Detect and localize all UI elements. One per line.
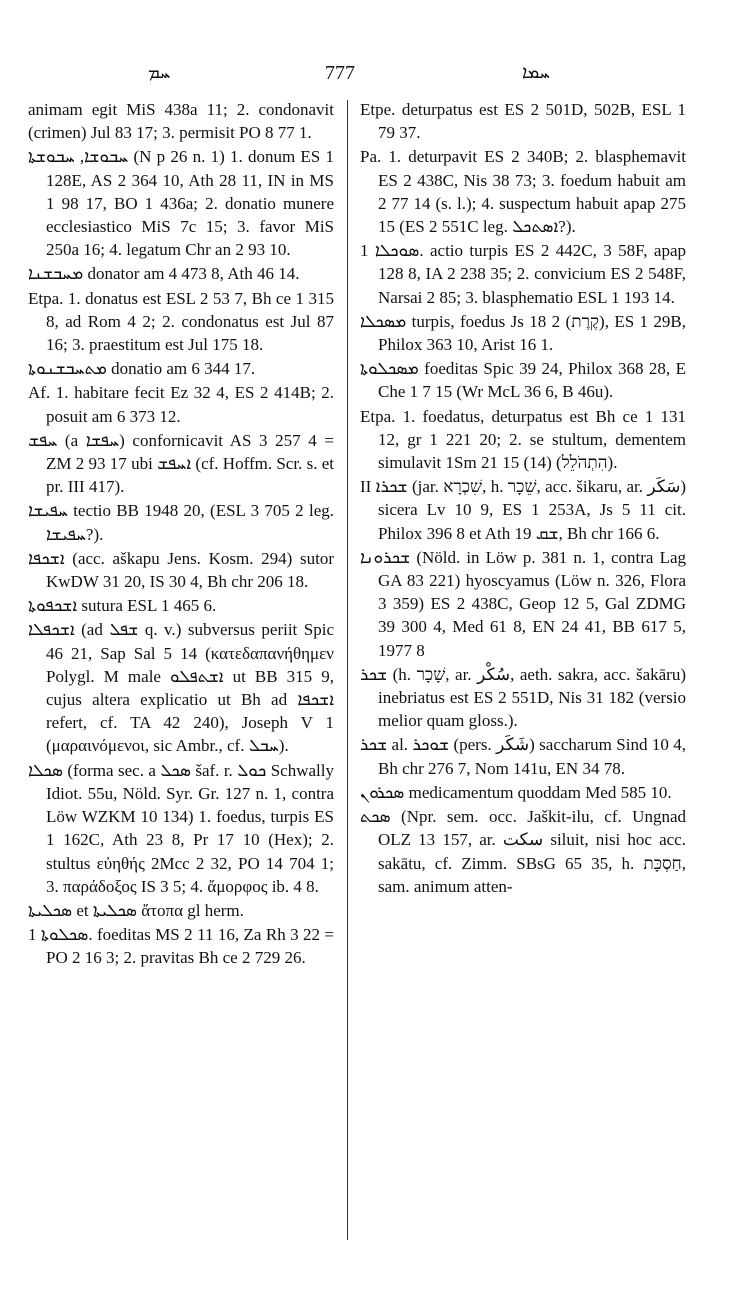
entry-npr-sem: ܣܟܬ (Npr. sem. occ. Jaškit-ilu, cf. Ungnad OLZ 13 157, ar. سكت siluit, nisi hoc acc. sakātu, cf. Zimm. SBsG 65 35, h. חַסְכָּת, sam. animum atten- (360, 807, 686, 896)
entry-actio-turpis: ܣܘܟܠܐ 1. actio turpis ES 2 442C, 3 58F, apap 128 8, IA 2 238 35; 2. convicium ES 2 548F, Narsai 2 85; 3. blasphematio ESL 1 193 14. (360, 241, 687, 307)
entry-sutor: ܐܫܟܦܐ (acc. aškapu Jens. Kosm. 294) sutor KwDW 31 20, IS 30 4, Bh chr 206 18. (28, 548, 334, 592)
entry-donum: ܚܒܘܫܐ, ܚܒܘܫܬܐ (N p 26 n. 1) 1. donum ES 1 128E, AS 2 364 10, Ath 28 11, IN in MS 1 98 17, BO 1 436a; 2. donatio munere ecclesiastico MiS 7c 15; 3. favor MiS 250a 16; 4. legatum Chr an 2 93 10. (28, 147, 334, 260)
entry-turpis-foedus: ܡܣܟܠܐ turpis, foedus Js 18 2 (קֶרֶת), ES 1 29B, Philox 363 10, Arist 16 1. (360, 311, 686, 355)
entry-foeditas: ܣܟܠܘܬܐ 1. foeditas MS 2 11 16, Za Rh 3 22 = PO 2 16 3; 2. pravitas Bh ce 2 729 26. (28, 925, 334, 968)
entry-inebriatus: ܫܟܪ (h. שָׁכָר, ar. سُكْر, aeth. sakra, acc. šakāru) inebriatus est ES 2 551D, Nis 31 182 (versio melior quam gloss.). (360, 664, 686, 731)
entry-hyoscyamus: ܫܟܪܘܢܐ (Nöld. in Löw p. 381 n. 1, contra Lag GA 83 221) hyoscyamus (Löw n. 326, Flora 3 359) ES 2 438C, Geop 12 5, Gal ZDMG 39 300 4, Med 61 8, EN 24 41, BB 617 5, 1977 8 (360, 547, 686, 660)
entry-confornicavit: ܚܦܫ (a ܚܦܫܐ) confornicavit AS 3 257 4 = ZM 2 93 17 ubi ܐܚܦܫ (cf. Hoffm. Scr. s. et pr. III 417). (28, 430, 334, 497)
left-column (28, 98, 334, 971)
entry-medicamentum: ܣܟܪܘܢ medicamentum quoddam Med 585 10. (360, 782, 672, 802)
entry-sicera: II ܫܟܪܐ (jar. שִׁכְרָא, h. שֵׁכָר, acc. šikaru, ar. سَكَر) sicera Lv 10 9, ES 1 253A, Js 5 11 cit. Philox 396 8 et Ath ܫܩ 19, Bh chr 166 6. (360, 477, 686, 543)
entry-af-habitare: Af. 1. habitare fecit Ez 32 4, ES 2 414B; 2. posuit am 6 373 12. (28, 383, 334, 426)
entry-etpe-deturpatus: Etpe. deturpatus est ES 2 501D, 502B, ESL 1 79 37. (360, 100, 686, 143)
page-number: 777 (325, 62, 355, 84)
right-column (360, 98, 686, 899)
entry-donatio: ܡܬܚܒܫܢܘܬܐ donatio am 6 344 17. (28, 359, 256, 379)
entry-etpa-donatus: Etpa. 1. donatus est ESL 2 53 7, Bh ce 1 315 8, ad Rom 4 2; 2. condonatus est Jul 87 16; 3. praestitum est Jul 175 18. (28, 288, 334, 355)
header-left-word: ܚܡ (148, 62, 171, 83)
entry-foedus-turpis: ܣܟܠܐ (forma sec. a ܣܟܠ šaf. r. ܟܘܠ Schwally Idiot. 55u, Nöld. Syr. Gr. 127 n. 1, contra Löw WZKM 10 134) 1. foedus, turpis ES 1 162C, Ath 23 8, Pr 17 10 (Hex); 2. stultus εὐηθής 2Mcc 2 32, PO 14 704 1; 3. παράδοξος IS 3 5; 4. ἄμορφος ib. 4 8. (28, 760, 334, 896)
entry-foeditas-right: ܡܣܟܠܘܬܐ foeditas Spic 39 24, Philox 368 28, E Che 1 7 15 (Wr McL 36 6, B 46u). (360, 359, 686, 402)
column-divider (347, 100, 348, 1240)
entry-continuation: animam egit MiS 438a 11; 2. condonavit (crimen) Jul 83 17; 3. permisit PO 8 77 1. (28, 100, 334, 143)
page-header (0, 62, 750, 88)
entry-atopa: ܣܟܠܝܬܐ et ܣܟܠܝܬܐ ἄτοπα gl herm. (28, 900, 244, 920)
entry-pa-deturpavit: Pa. 1. deturpavit ES 2 340B; 2. blasphemavit ES 2 438C, Nis 38 73; 3. foedum habuit am 2 77 14 (s. l.); 4. suspectum habuit apap 275 15 (ES 2 551C leg. ܐܣܬܟܠ?). (360, 147, 686, 237)
entry-etpa-foedatus: Etpa. 1. foedatus, deturpatus est Bh ce 1 131 12, gr 1 221 20; 2. se stultum, dementem simulavit 1Sm 21 15 (14) (הִתְהֹלֵל). (360, 406, 686, 473)
entry-saccharum: ܫܟܪ al. ܫܘܟܪ (pers. شَكَر) saccharum Sind 10 4, Bh chr 276 7, Nom 141u, EN 34 78. (360, 735, 686, 778)
entry-donator: ܡܚܒܫܢܐ donator am 4 473 8, Ath 46 14. (28, 264, 300, 284)
entry-tectio: ܚܦܝܫܐ tectio BB 1948 20, (ESL 3 705 2 leg. ܚܦܝܫܐ?). (28, 501, 334, 544)
entry-subversus: ܐܫܟܦܠܐ (ad ܫܦܠ q. v.) subversus periit Spic 46 21, Sap Sal 5 14 (κατεδαπανήθημεν Polygl. M male ܐܫܬܦܠܘ ut BB 315 9, cujus altera explicatio ut Bh ad ܐܫܟܦܐ refert, cf. TA 42 240), Joseph V 1 (μαραινόμενοι, sic Ambr., cf. ܚܒܠ). (28, 620, 334, 756)
entry-sutura: ܐܫܟܦܘܬܐ sutura ESL 1 465 6. (28, 596, 217, 616)
header-right-word: ܚܡܐ (522, 62, 550, 83)
